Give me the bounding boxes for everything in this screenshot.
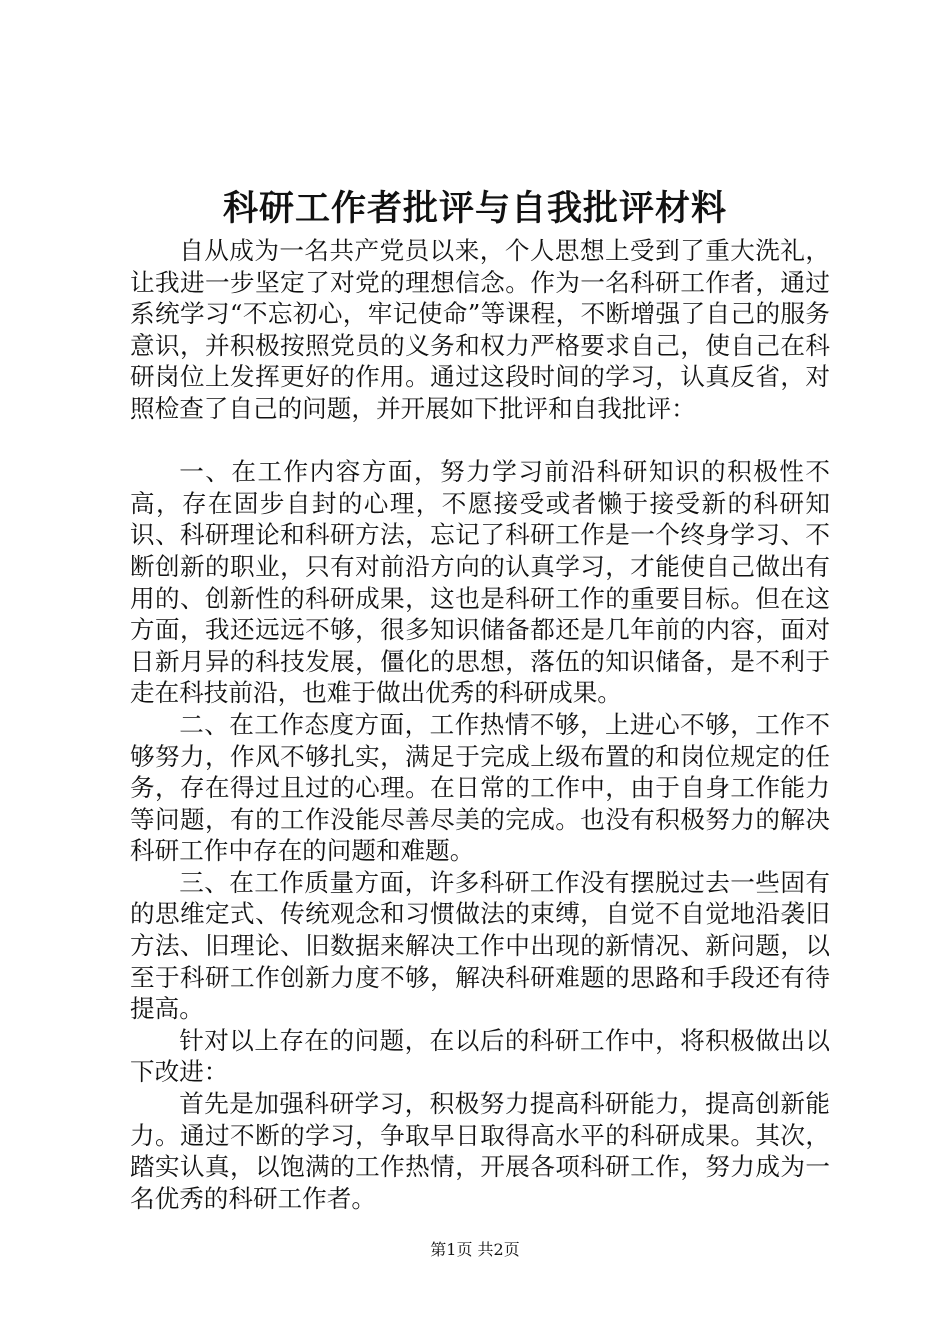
paragraph-improvement-first: 首先是加强科研学习，积极努力提高科研能力，提高创新能力。通过不断的学习，争取早日取得高水平的科研成果。其次，踏实认真，以饱满的工作热情，开展各项科研工作，努力成为一名优秀的科研工作者。: [130, 1089, 830, 1213]
paragraph-attitude-aspect: 二、在工作态度方面，工作热情不够，上进心不够，工作不够努力，作风不够扎实，满足于完成上级布置的和岗位规定的任务，存在得过且过的心理。在日常的工作中，由于自身工作能力等问题，有的工作没能尽善尽美的完成。也没有积极努力的解决科研工作中存在的问题和难题。: [130, 709, 830, 866]
document-body: [130, 235, 830, 1214]
paragraph-quality-aspect: 三、在工作质量方面，许多科研工作没有摆脱过去一些固有的思维定式、传统观念和习惯做法的束缚，自觉不自觉地沿袭旧方法、旧理论、旧数据来解决工作中出现的新情况、新问题，以至于科研工作创新力度不够，解决科研难题的思路和手段还有待提高。: [130, 867, 830, 1024]
page-number-footer: 第1页 共2页: [430, 1240, 520, 1259]
paragraph-intro: 自从成为一名共产党员以来，个人思想上受到了重大洗礼，让我进一步坚定了对党的理想信念。作为一名科研工作者，通过系统学习“不忘初心，牢记使命”等课程，不断增强了自己的服务意识，并积极按照党员的义务和权力严格要求自己，使自己在科研岗位上发挥更好的作用。通过这段时间的学习，认真反省，对照检查了自己的问题，并开展如下批评和自我批评：: [130, 236, 830, 423]
paragraph-improvement-intro: 针对以上存在的问题，在以后的科研工作中，将积极做出以下改进：: [130, 1025, 830, 1087]
document-title: 科研工作者批评与自我批评材料: [222, 188, 727, 229]
paragraph-content-aspect: 一、在工作内容方面，努力学习前沿科研知识的积极性不高，存在固步自封的心理，不愿接受或者懒于接受新的科研知识、科研理论和科研方法，忘记了科研工作是一个终身学习、不断创新的职业，只有对前沿方向的认真学习，才能使自己做出有用的、创新性的科研成果，这也是科研工作的重要目标。但在这方面，我还远远不够，很多知识储备都还是几年前的内容，面对日新月异的科技发展，僵化的思想，落伍的知识储备，是不利于走在科技前沿，也难于做出优秀的科研成果。: [130, 457, 830, 708]
